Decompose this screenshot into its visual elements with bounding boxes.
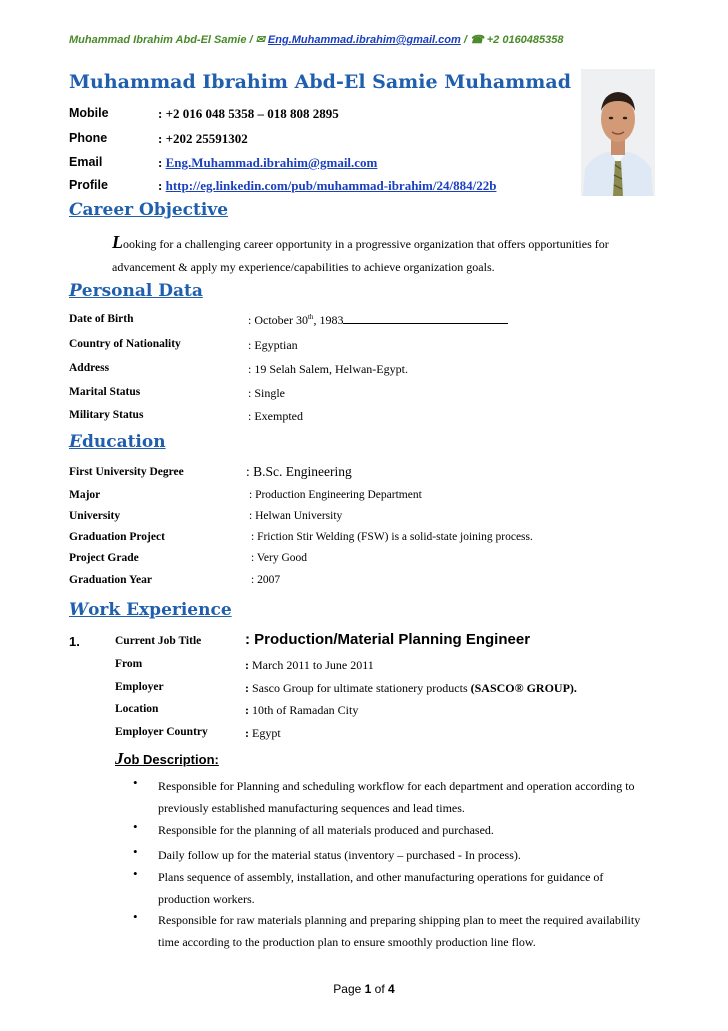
mobile-label: Mobile [69,106,109,120]
mobile-value: : +2 016 048 5358 – 018 808 2895 [158,106,339,121]
from-value: : March 2011 to June 2011 [245,658,374,672]
address-value: : 19 Selah Salem, Helwan-Egypt. [248,362,408,376]
career-objective-text: Looking for a challenging career opportunity in a progressive organization that offers opportunities for advancement & apply my experience/capabilities to achieve organization goals. [112,232,609,274]
bullet-icon: • [133,844,138,859]
nationality-value: : Egyptian [248,338,298,352]
nationality-label: Country of Nationality [69,338,181,350]
page-number: 1 [364,982,372,996]
grade-value: : Very Good [251,552,308,564]
university-value: : Helwan University [249,510,343,522]
work-experience-heading: Work Experience [69,600,232,620]
degree-value: : B.Sc. Engineering [246,464,352,479]
personal-data-heading: Personal Data [69,281,203,301]
bullet-icon: • [133,866,138,881]
mail-icon: ✉ [255,34,265,46]
email-link[interactable]: Eng.Muhammad.ibrahim@gmail.com [165,155,378,170]
marital-value: : Single [248,386,286,400]
military-value: : Exempted [248,409,303,423]
job-title-value: : Production/Material Planning Engineer [245,631,531,648]
job-description-heading: Job Description: [115,749,219,768]
year-label: Graduation Year [69,574,152,586]
project-label: Graduation Project [69,531,165,543]
bullet-icon: • [133,909,138,924]
header-email-link[interactable]: Eng.Muhammad.ibrahim@gmail.com [267,34,461,46]
location-label: Location [115,703,159,715]
job-title-label: Current Job Title [115,635,202,647]
education-heading: Education [69,432,166,452]
job-number: 1. [69,634,80,649]
phone-value: : +202 25591302 [158,131,248,146]
major-value: : Production Engineering Department [249,489,422,501]
year-value: : 2007 [251,574,281,586]
university-label: University [69,510,121,522]
running-header: Muhammad Ibrahim Abd-El Samie / ✉ Eng.Muhammad.ibrahim@gmail.com / ☎ +2 0160485358 [69,34,564,46]
major-label: Major [69,489,101,501]
degree-label: First University Degree [69,466,184,478]
profile-link[interactable]: http://eg.linkedin.com/pub/muhammad-ibrahim/24/884/22b [165,178,497,193]
dob-underline [343,323,508,324]
header-phone: +2 0160485358 [486,34,564,46]
employer-country-value: : Egypt [245,726,281,740]
marital-label: Marital Status [69,386,141,398]
career-objective-heading: Career Objective [69,200,229,220]
portrait-image [581,69,655,196]
bullet-icon: • [133,775,138,790]
employer-country-label: Employer Country [115,726,208,738]
military-label: Military Status [69,409,144,421]
profile-label: Profile [69,178,108,192]
dob-value: : October 30th, 1983 [248,313,508,328]
from-label: From [115,658,143,670]
grade-label: Project Grade [69,552,139,564]
address-label: Address [69,362,110,374]
dob-label: Date of Birth [69,313,134,325]
employer-label: Employer [115,681,164,693]
phone-label: Phone [69,131,108,145]
email-label: Email [69,155,103,169]
phone-icon: ☎ [469,34,484,46]
full-name: Muhammad Ibrahim Abd-El Samie Muhammad [69,71,571,93]
project-value: : Friction Stir Welding (FSW) is a solid-state joining process. [251,531,533,543]
location-value: : 10th of Ramadan City [245,703,359,717]
employer-value: : Sasco Group for ultimate stationery products (SASCO® GROUP). [245,681,577,695]
page-footer: Page 1 of 4 [333,982,395,996]
bullet-icon: • [133,819,138,834]
page-total: 4 [388,982,395,996]
profile-photo [581,69,655,196]
header-name: Muhammad Ibrahim Abd-El Samie [69,34,247,46]
